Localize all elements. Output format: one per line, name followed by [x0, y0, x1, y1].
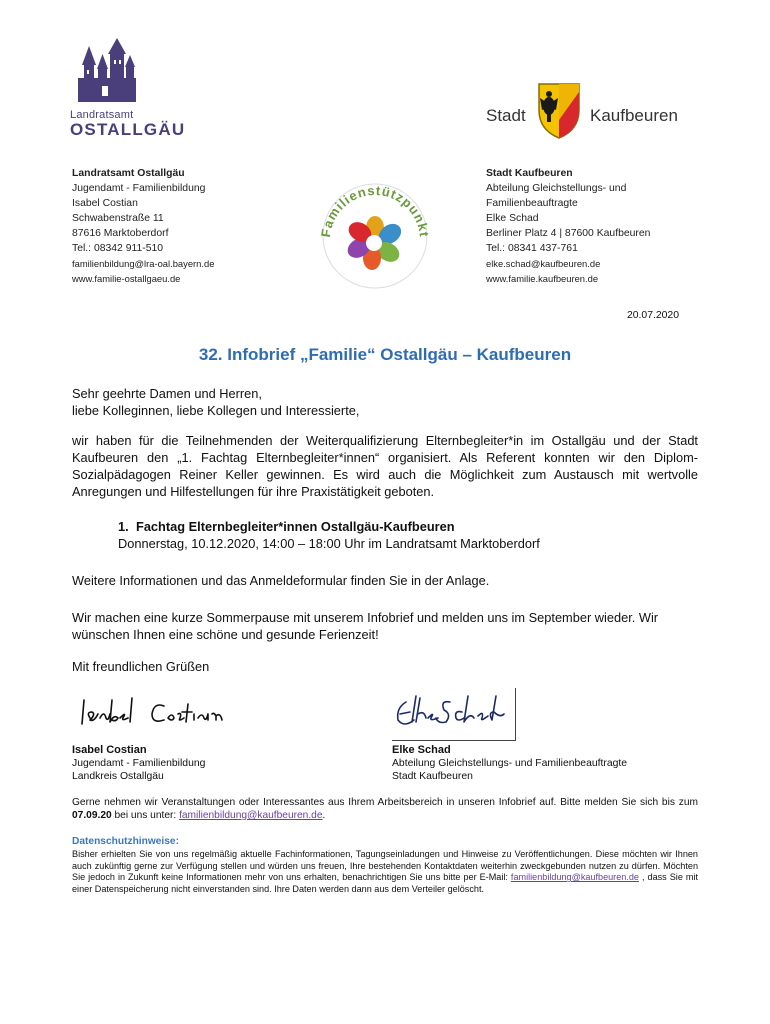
hands-icon: [344, 216, 405, 270]
signature-divider: [515, 688, 516, 740]
note-text-1: Gerne nehmen wir Veranstaltungen oder Interessantes aus Ihrem Arbeitsbereich in unseren Infobrief auf. Bitte melden Sie sich bis zum: [72, 797, 698, 808]
signer-1-name: Isabel Costian: [72, 744, 147, 756]
stadt-kaufbeuren-logo: [486, 74, 706, 144]
signature-isabel-costian: [76, 690, 226, 739]
logo-text-kaufbeuren: Kaufbeuren: [590, 106, 678, 125]
coat-of-arms-icon: [534, 80, 584, 140]
familienstuetzpunkt-stamp: [312, 170, 438, 294]
left-person: Isabel Costian: [72, 198, 138, 209]
right-contact-block: [486, 166, 726, 286]
privacy-email-link[interactable]: familienbildung@kaufbeuren.de: [510, 872, 639, 883]
logo-text-landratsamt: Landratsamt: [70, 109, 134, 121]
stamp-text: Familienstützpunkt: [317, 182, 432, 239]
right-web[interactable]: www.familie.kaufbeuren.de: [486, 273, 599, 284]
note-text-2: bei uns unter:: [111, 810, 180, 821]
left-email[interactable]: familienbildung@lra-oal.bayern.de: [72, 258, 215, 269]
signer-1-line-1: Jugendamt - Familienbildung: [72, 758, 206, 769]
right-phone: Tel.: 08341 437-761: [486, 243, 578, 254]
left-city: 87616 Marktoberdorf: [72, 228, 169, 239]
right-dept-1: Abteilung Gleichstellungs- und: [486, 183, 627, 194]
signature-elke-schad: [392, 688, 516, 743]
event-number: 1.: [118, 519, 129, 534]
note-email-link[interactable]: familienbildung@kaufbeuren.de: [179, 810, 323, 821]
greeting-line-1: Sehr geehrte Damen und Herren,: [72, 386, 262, 401]
landratsamt-logo: [70, 38, 186, 139]
signer-block-2: [392, 744, 627, 783]
signer-block-1: [72, 744, 205, 783]
submission-note: [72, 796, 698, 822]
right-dept-2: Familienbeauftragte: [486, 198, 578, 209]
summer-break-paragraph: Wir machen eine kurze Sommerpause mit unserem Infobrief und melden uns im September wieder. Wir wünschen Ihnen eine schöne und gesunde Ferienzeit!: [72, 610, 659, 642]
note-deadline: 07.09.20: [72, 810, 112, 821]
castle-icon: [72, 38, 142, 102]
left-org: Landratsamt Ostallgäu: [72, 168, 185, 179]
privacy-text: [72, 849, 698, 895]
left-street: Schwabenstraße 11: [72, 213, 164, 224]
signer-1-line-2: Landkreis Ostallgäu: [72, 771, 164, 782]
logo-text-ostallgaeu: OSTALLGÄU: [70, 120, 186, 139]
privacy-text-1: Bisher erhielten Sie von uns regelmäßig aktuelle Fachinformationen, Tagungseinladungen und Hinweise zu Veröffentlichungen. Diese möchten wir Ihnen auch zukünftig gerne zur Verfügung stellen und würden uns freuen, Ihre bestehenden Kontaktdaten weiterhin zweckgebunden nutzen zu dürfen. Möchten Sie jedoch in Zukunft keine Informationen mehr von uns erhalten, benachrichtigen Sie uns bitte per E-Mail:: [72, 849, 698, 883]
intro-paragraph: wir haben für die Teilnehmenden der Weiterqualifizierung Elternbegleiter*in im Ostallgäu und der Stadt Kaufbeuren den „1. Fachtag Elternbegleiter*innen“ organisiert. Als Referent konnten wir den Diplom-Sozialpädagogen Reiner Keller gewinnen. Es wird auch die Möglichkeit zum Austausch mit wertvolle Anregungen und Hilfestellungen für ihre Praxistätigkeit geboten.: [72, 433, 698, 499]
left-phone: Tel.: 08342 911-510: [72, 243, 164, 254]
letter-date: 20.07.2020: [626, 310, 679, 321]
left-contact-block: [72, 166, 312, 286]
right-address: Berliner Platz 4 | 87600 Kaufbeuren: [486, 228, 651, 239]
right-org: Stadt Kaufbeuren: [486, 168, 573, 179]
left-web[interactable]: www.familie-ostallgaeu.de: [72, 273, 181, 284]
letter-title: 32. Infobrief „Familie“ Ostallgäu – Kaufbeuren: [198, 345, 572, 364]
event-item: [118, 518, 678, 552]
signer-2-name: Elke Schad: [392, 744, 451, 756]
note-text-3: .: [322, 810, 326, 821]
greeting: [72, 385, 698, 419]
closing-salutation: Mit freundlichen Grüßen: [72, 659, 210, 674]
greeting-line-2: liebe Kolleginnen, liebe Kollegen und Interessierte,: [72, 403, 360, 418]
signer-2-line-1: Abteilung Gleichstellungs- und Familienbeauftragte: [392, 758, 628, 769]
logo-text-stadt: Stadt: [486, 106, 526, 125]
event-details: Donnerstag, 10.12.2020, 14:00 – 18:00 Uhr im Landratsamt Marktoberdorf: [118, 536, 540, 551]
signature-line: [392, 740, 516, 741]
signer-2-line-2: Stadt Kaufbeuren: [392, 771, 473, 782]
right-person: Elke Schad: [486, 213, 539, 224]
left-dept: Jugendamt - Familienbildung: [72, 183, 206, 194]
right-email[interactable]: elke.schad@kaufbeuren.de: [486, 258, 601, 269]
attachment-paragraph: Weitere Informationen und das Anmeldeformular finden Sie in der Anlage.: [72, 573, 490, 588]
privacy-text-2: , dass Sie mit einer Datenspeicherung nicht einverstanden sind. Ihre Daten werden dann aus dem Verteiler gelöscht.: [72, 872, 699, 894]
privacy-heading: Datenschutzhinweise:: [72, 836, 179, 847]
event-heading: Fachtag Elternbegleiter*innen Ostallgäu-Kaufbeuren: [136, 519, 455, 534]
